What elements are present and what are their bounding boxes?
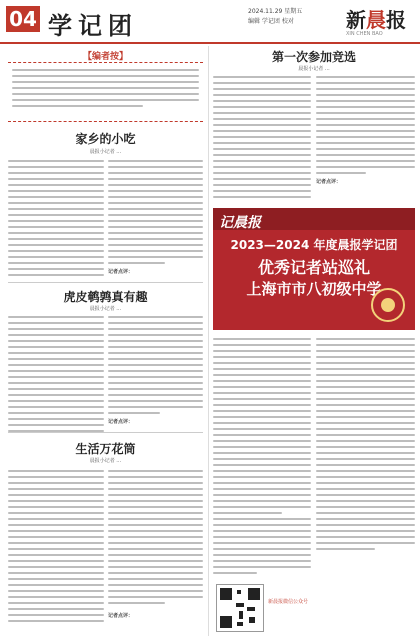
editor-line: 编辑 学记团 校对 (248, 18, 294, 25)
article-body (108, 470, 203, 608)
article-title: 第一次参加竞选 (271, 50, 356, 64)
banner-label: 记晨报 (219, 215, 261, 231)
divider (8, 282, 203, 283)
date-info (248, 7, 338, 27)
article-body (8, 316, 104, 436)
feature-body (213, 338, 311, 578)
editor-note-title: 【编者按】 (82, 52, 128, 62)
qr-caption: 新晨报微信公众号 (268, 599, 309, 605)
feature-banner (213, 208, 415, 330)
newspaper-logo: 新晨报 XIN CHEN BAO (346, 8, 406, 37)
article-author: 晨报小记者 … (89, 306, 122, 312)
banner-line3: 上海市市八初级中学 (246, 280, 382, 298)
article-body (213, 76, 311, 202)
article-body (108, 316, 203, 418)
page-header (0, 0, 420, 44)
article-body (108, 160, 203, 268)
comment-label: 记者点评： (108, 269, 134, 275)
page-number: 04 (6, 6, 40, 32)
article-body (316, 76, 415, 178)
school-emblem-icon (371, 288, 405, 322)
banner-line2: 优秀记者站巡礼 (257, 258, 370, 277)
article-title: 虎皮鹌鹑真有趣 (63, 290, 148, 304)
banner-line1: 2023—2024 年度晨报学记团 (230, 238, 398, 252)
comment-label: 记者点评： (316, 179, 342, 185)
article-title: 生活万花筒 (75, 442, 136, 456)
article-body (8, 470, 104, 626)
divider (8, 432, 203, 433)
column-divider (208, 46, 209, 636)
article-body (8, 160, 104, 280)
qr-code-icon (216, 584, 264, 632)
article-author: 晨报小记者 … (89, 458, 122, 464)
article-title: 家乡的小吃 (75, 132, 136, 146)
editor-note-body (8, 62, 203, 122)
comment-label: 记者点评： (108, 419, 134, 425)
date-line: 2024.11.29 星期五 (248, 8, 303, 15)
column-name: 学记团 (48, 12, 138, 40)
article-author: 晨报小记者 … (89, 149, 122, 155)
feature-body (316, 338, 415, 554)
article-author: 晨报小记者 … (298, 66, 330, 72)
comment-label: 记者点评： (108, 613, 134, 619)
